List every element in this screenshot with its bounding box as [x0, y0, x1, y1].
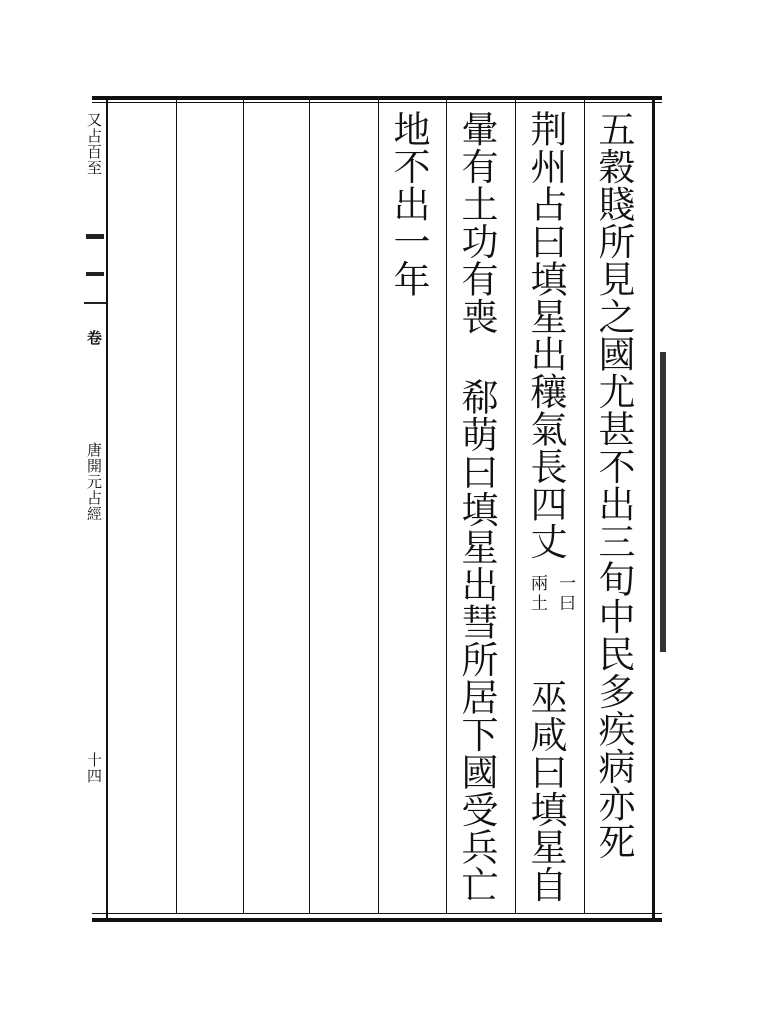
scan-edge-mark: [660, 352, 666, 652]
margin-mark: [86, 234, 104, 239]
bottom-border-inner: [92, 913, 662, 914]
column-rule: [243, 100, 244, 914]
column-rule: [309, 100, 310, 914]
text-column-2-continued: 巫咸曰填星自: [524, 678, 567, 903]
margin-book-title: 又占百至: [85, 112, 103, 176]
column-rule: [176, 100, 177, 914]
bottom-border: [92, 918, 662, 922]
text-column-4: 地不出一年: [387, 110, 430, 298]
margin-section: 唐開元占經: [85, 442, 103, 522]
text-column-3: 暈有土功有喪: [455, 110, 498, 335]
column-rule: [584, 100, 585, 914]
text-column-1: 五穀賤所見之國尤甚不出三旬中民多疾病亦死: [592, 110, 635, 860]
text-column-3-continued: 郗萌曰填星出彗所居下國受兵亡: [455, 378, 498, 903]
column-rule: [446, 100, 447, 914]
margin-page-number: 十四: [85, 752, 103, 784]
margin-strip: [84, 102, 110, 922]
text-column-2: 荆州占曰填星出穰氣長四丈: [524, 110, 567, 560]
top-border-inner: [92, 102, 662, 103]
margin-mark: [84, 302, 106, 304]
column-rule: [515, 100, 516, 914]
annotation-column-a: 一曰: [555, 574, 575, 614]
right-border: [652, 100, 655, 918]
annotation-column-b: 兩土: [527, 574, 547, 614]
margin-mark: [86, 272, 104, 276]
margin-chapter: 卷: [85, 330, 103, 346]
column-rule: [378, 100, 379, 914]
top-border: [92, 96, 662, 100]
